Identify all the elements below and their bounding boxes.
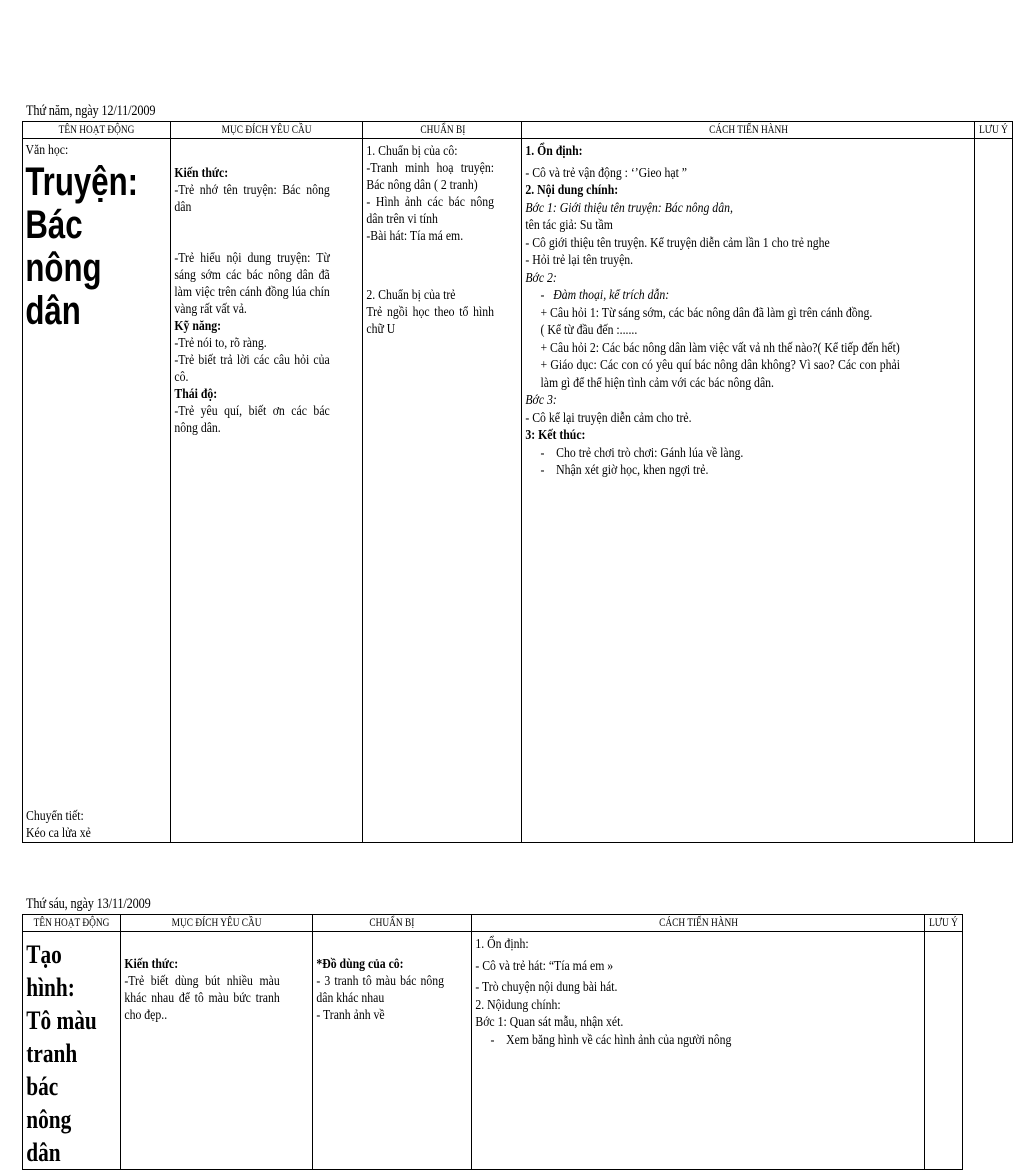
day1-content-row xyxy=(23,139,1013,843)
activity-title-line: Bác xyxy=(25,203,83,247)
day1-prep-cell xyxy=(363,139,522,843)
step1-title: 1. Ổn định: xyxy=(525,144,584,159)
day2-plan-table xyxy=(22,914,963,1170)
prep-item: - Hình ảnh các bác nông dân trên vi tính xyxy=(366,195,495,227)
knowledge-label: Kiến thức: xyxy=(124,957,179,972)
header-steps: CÁCH TIẾN HÀNH xyxy=(472,915,925,932)
step1-text: - Cô và trẻ hát: “Tía má em » xyxy=(475,958,614,974)
day2-prep-cell xyxy=(313,932,472,1170)
activity-title-line: Tô màu xyxy=(26,1006,97,1035)
activity-title-line: nông dân xyxy=(26,1105,72,1167)
knowledge-item: -Trẻ hiểu nội dung truyện: Từ sáng sớm các bác nông dân đã làm việc trên cánh đồng lúa chín vàng rất vất vả. xyxy=(174,251,331,317)
day2-date: Thứ sáu, ngày 13/11/2009 xyxy=(26,896,151,912)
b1-author: tên tác giả: Su tầm xyxy=(525,218,614,233)
header-prep: CHUẨN BỊ xyxy=(363,122,522,139)
activity-title-line: Truyện: xyxy=(25,160,139,204)
step3-title: 3: Kết thúc: xyxy=(525,428,586,443)
prep-children-title: 2. Chuẩn bị của trẻ xyxy=(366,288,457,303)
b1-heading: Bớc 1: Giới thiệu tên truyện: Bác nông dân, xyxy=(525,200,734,216)
question-3: + Giáo dục: Các con có yêu quí bác nông dân không? Vì sao? Các con phải làm gì để thể hiện tình cảm với các bác nông dân. xyxy=(540,358,901,391)
question-1: + Câu hỏi 1: Từ sáng sớm, các bác nông dân đã làm gì trên cánh đồng. xyxy=(540,305,873,321)
day2-activity-cell xyxy=(23,932,121,1170)
activity-title-line: dân xyxy=(25,289,81,333)
knowledge-label: Kiến thức: xyxy=(174,166,229,181)
b2-heading: Bớc 2: xyxy=(525,270,558,286)
header-prep: CHUẨN BỊ xyxy=(313,915,472,932)
knowledge-item: -Trẻ biết dùng bút nhiều màu khác nhau để tô màu bức tranh cho đẹp.. xyxy=(124,974,280,1023)
step1-title: 1. Ổn định: xyxy=(475,937,529,952)
b1-line: - Hỏi trẻ lại tên truyện. xyxy=(525,253,634,268)
b3-text: - Cô kể lại truyện diễn cảm cho trẻ. xyxy=(525,410,693,426)
header-activity: TÊN HOẠT ĐỘNG xyxy=(23,122,171,139)
header-notes: LƯU Ý xyxy=(925,915,963,932)
knowledge-item: -Trẻ nhớ tên truyện: Bác nông dân xyxy=(174,183,331,215)
header-activity: TÊN HOẠT ĐỘNG xyxy=(23,915,121,932)
activity-title-line: nông xyxy=(25,246,102,290)
step2-title: 2. Nộidung chính: xyxy=(475,997,561,1013)
b3-heading: Bớc 3: xyxy=(525,393,558,408)
day1-goals-cell xyxy=(171,139,363,843)
prep-item: - 3 tranh tô màu bác nông dân khác nhau xyxy=(316,974,445,1006)
b2-sub: - Đàm thoại, kể trích dẫn: xyxy=(540,288,670,303)
prep-item: -Bài hát: Tía má em. xyxy=(366,229,464,244)
attitude-label: Thái độ: xyxy=(174,387,218,402)
day2-header-row xyxy=(23,915,963,932)
header-goals: MỤC ĐÍCH YÊU CẦU xyxy=(121,915,313,932)
day1-activity-cell xyxy=(23,139,171,843)
skills-label: Kỹ năng: xyxy=(174,319,222,334)
day1-header-row xyxy=(23,122,1013,139)
b1-line: - Xem băng hình về các hình ảnh của người nông xyxy=(490,1032,732,1048)
end-item: - Cho trẻ chơi trò chơi: Gánh lúa về làng. xyxy=(540,445,744,461)
day1-steps-cell xyxy=(522,139,975,843)
question-2: + Câu hỏi 2: Các bác nông dân làm việc vất vả nh thế nào?( Kể tiếp đến hết) xyxy=(540,340,901,356)
activity-title-line: tranh bác xyxy=(26,1039,78,1101)
day1-notes-cell xyxy=(975,139,1013,843)
transition-text: Kéo ca lửa xẻ xyxy=(26,826,91,841)
skills-item: -Trẻ nói to, rõ ràng. xyxy=(174,336,268,351)
prep-label: *Đồ dùng của cô: xyxy=(316,957,404,972)
transition-label: Chuyển tiết: xyxy=(26,809,84,824)
day1-plan-table xyxy=(22,121,1013,843)
prep-children-item: Trẻ ngồi học theo tổ hình chữ U xyxy=(366,305,495,337)
header-goals: MỤC ĐÍCH YÊU CẦU xyxy=(171,122,363,139)
activity-title-line: Tạo hình: xyxy=(26,940,75,1002)
day2-goals-cell xyxy=(121,932,313,1170)
subject-label: Văn học: xyxy=(25,143,69,158)
day2-steps-cell xyxy=(472,932,925,1170)
b1-heading: Bớc 1: Quan sát mẫu, nhận xét. xyxy=(475,1015,624,1030)
step2-title: 2. Nội dung chính: xyxy=(525,183,619,198)
prep-item: - Tranh ảnh về xyxy=(316,1008,385,1023)
step1-text2: - Trò chuyện nội dung bài hát. xyxy=(475,980,618,995)
prep-item: -Tranh minh hoạ truyện: Bác nông dân ( 2 tranh) xyxy=(366,161,495,193)
header-steps: CÁCH TIẾN HÀNH xyxy=(522,122,975,139)
day1-date: Thứ năm, ngày 12/11/2009 xyxy=(26,103,156,119)
b1-line: - Cô giới thiệu tên truyện. Kể truyện diễn cảm lần 1 cho trẻ nghe xyxy=(525,235,831,251)
header-notes: LƯU Ý xyxy=(975,122,1013,139)
end-item: - Nhận xét giờ học, khen ngợi trẻ. xyxy=(540,463,709,478)
question-1-note: ( Kể từ đầu đến :...... xyxy=(540,323,638,338)
prep-teacher-title: 1. Chuẩn bị của cô: xyxy=(366,144,458,159)
attitude-item: -Trẻ yêu quí, biết ơn các bác nông dân. xyxy=(174,404,331,436)
day2-content-row xyxy=(23,932,963,1170)
skills-item: -Trẻ biết trả lời các câu hỏi của cô. xyxy=(174,353,331,385)
day2-notes-cell xyxy=(925,932,963,1170)
step1-text: - Cô và trẻ vận động : ‘’Gieo hạt ” xyxy=(525,165,688,181)
